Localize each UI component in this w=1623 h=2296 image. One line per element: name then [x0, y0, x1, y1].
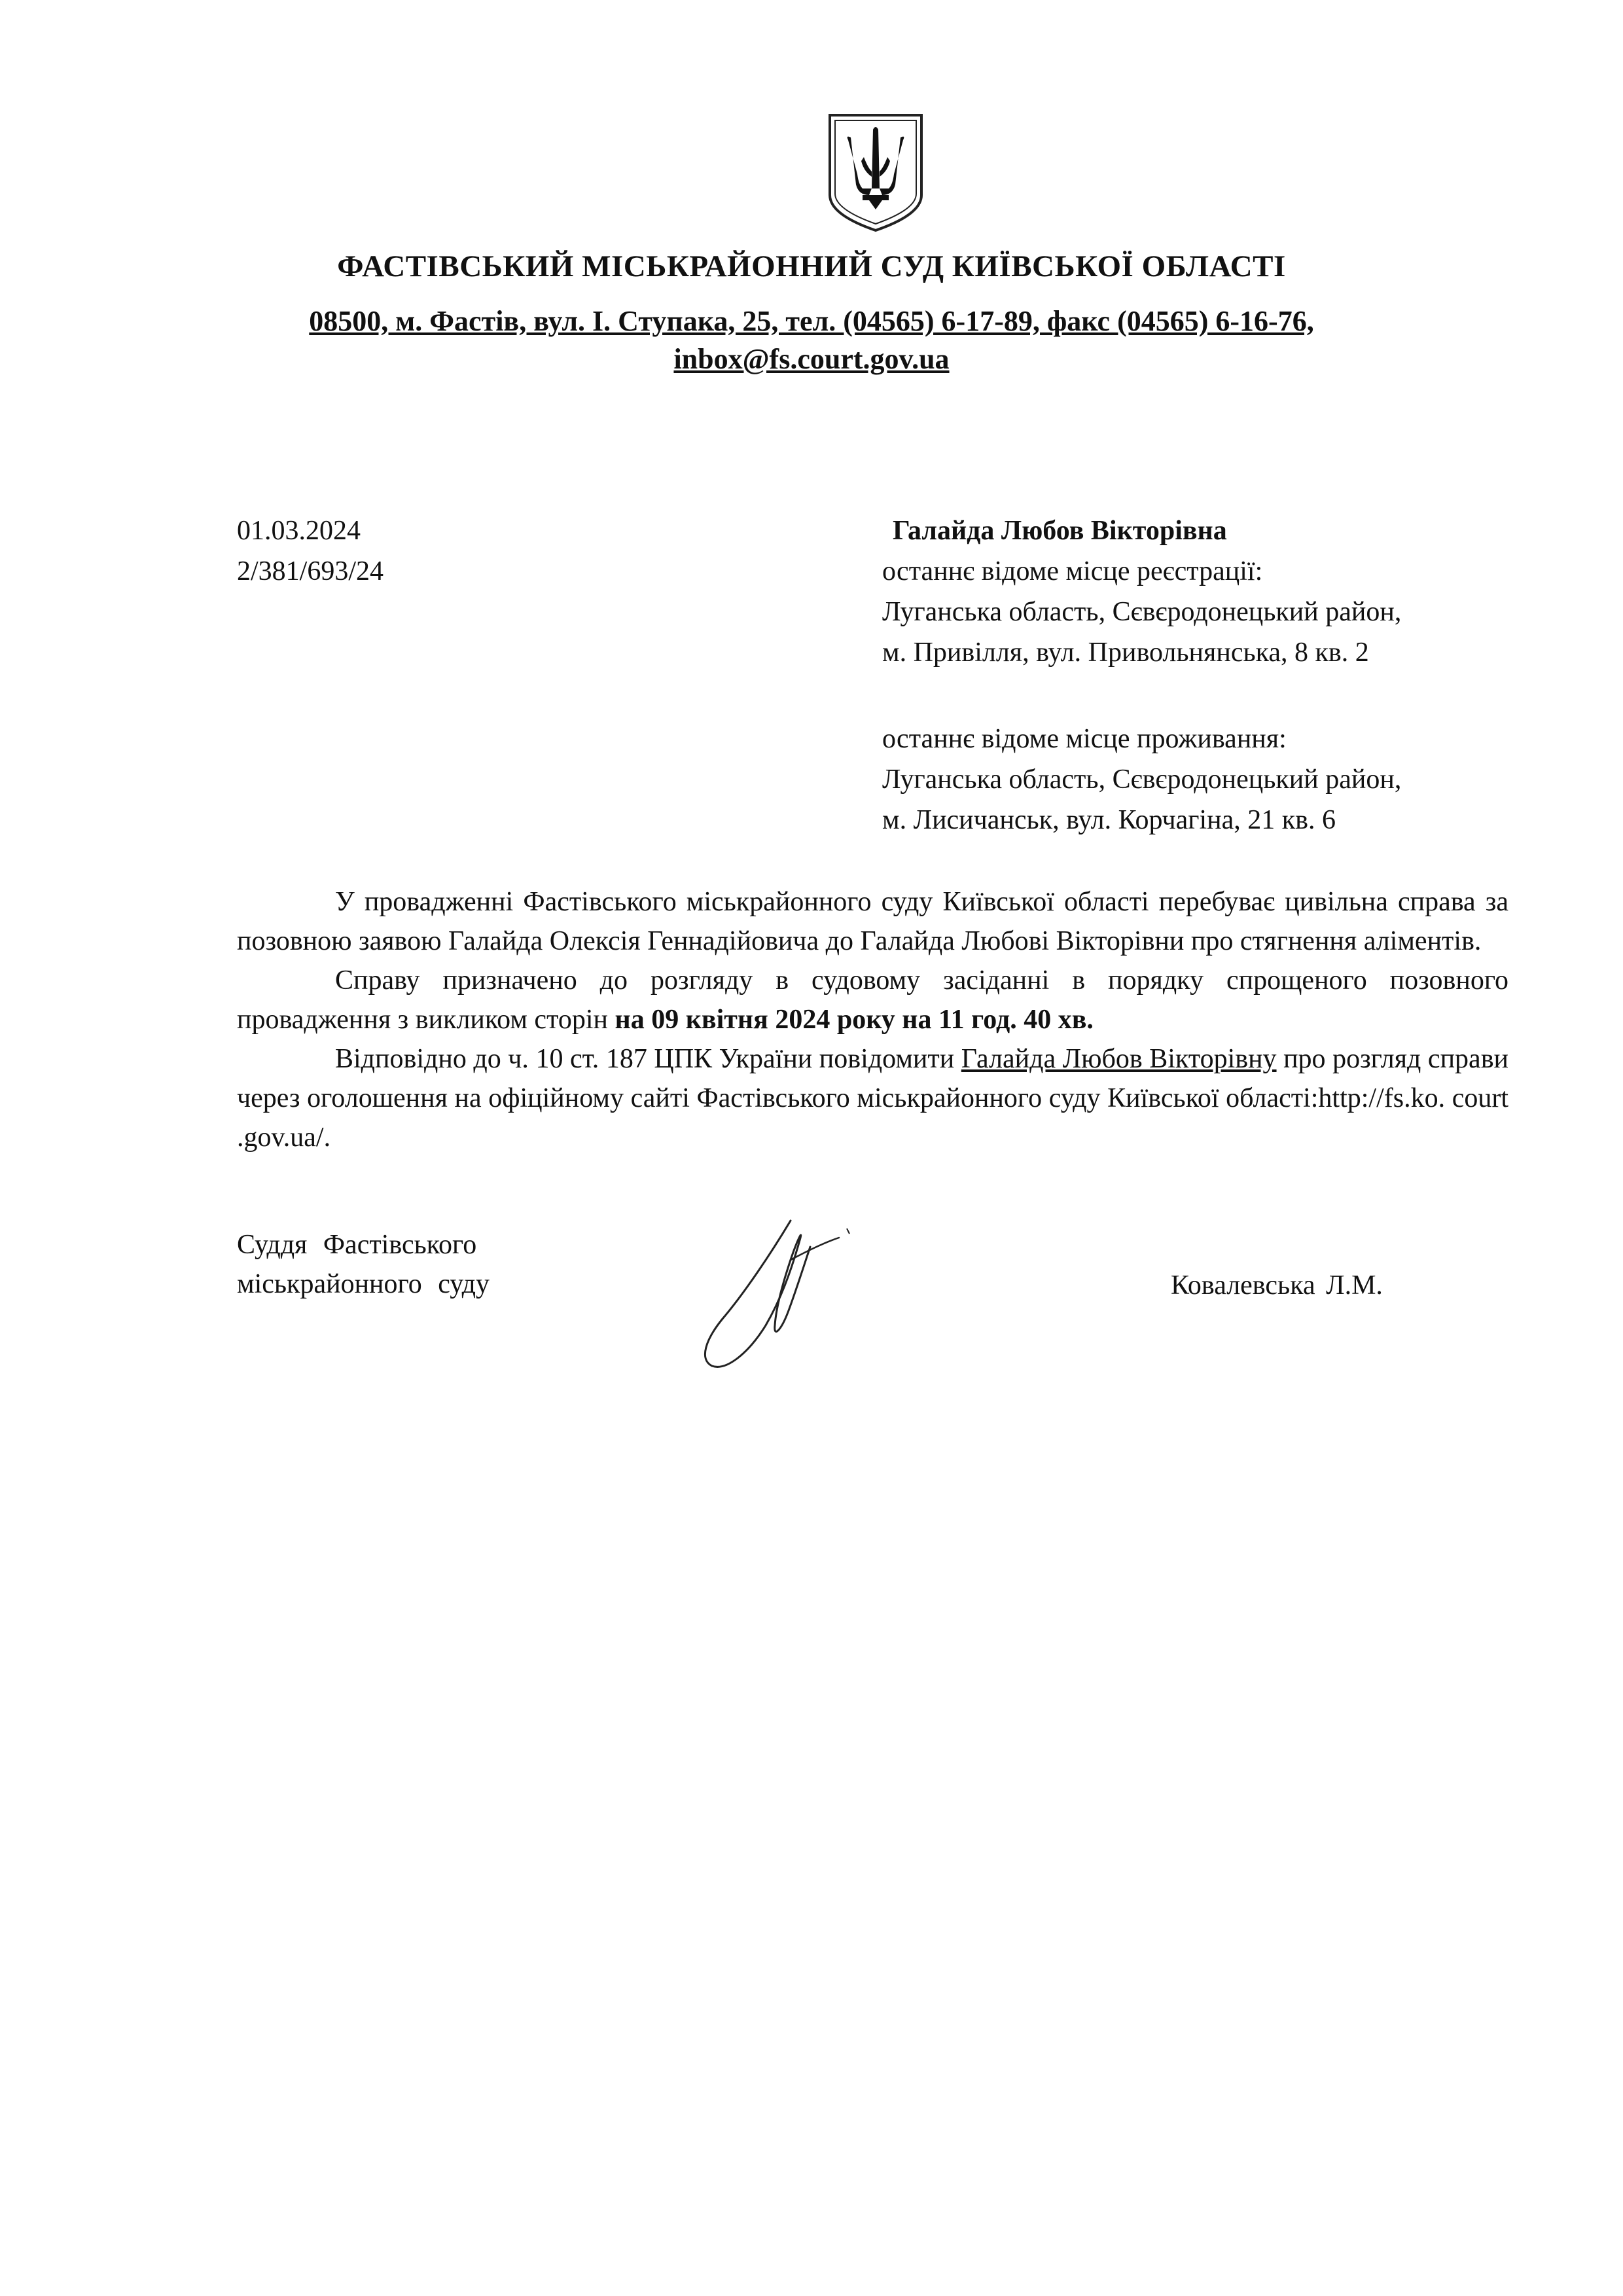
- ukraine-trident-icon: [826, 111, 925, 233]
- document-date: 01.03.2024: [237, 516, 361, 546]
- residence-label: останнє відоме місце проживання:: [882, 724, 1287, 754]
- judge-name: Ковалевська Л.М.: [1171, 1270, 1383, 1300]
- paragraph-case-info: У провадженні Фастівського міськрайонного суду Київської області перебуває цивільна справа за позовною заявою Галайда Олексія Геннадійовича до Галайда Любові Вікторівни про стягнення аліментів.: [237, 887, 1508, 956]
- registration-address-line2: м. Привілля, вул. Привольнянська, 8 кв. 2: [882, 637, 1369, 668]
- hearing-datetime: на 09 квітня 2024 року на 11 год. 40 хв.: [615, 1005, 1094, 1035]
- notification-text-end: про розгляд справи через оголошення на офіційному сайті Фастівського міськрайонного суду Київської області:http://fs.ko. court .gov.ua/.: [237, 1044, 1509, 1153]
- registration-label: останнє відоме місце реєстрації:: [882, 556, 1263, 586]
- judge-title-line1: Суддя Фастівського: [237, 1230, 477, 1260]
- judge-title: [237, 1225, 490, 1304]
- registration-address-line1: Луганська область, Сєвєродонецький район,: [882, 597, 1402, 627]
- document-meta: [237, 511, 383, 592]
- paragraph-notification: [237, 1039, 1508, 1157]
- address-line: 08500, м. Фастів, вул. І. Ступака, 25, тел. (04565) 6-17-89, факс (04565) 6-16-76,: [309, 305, 1314, 337]
- paragraph-hearing: [237, 961, 1508, 1039]
- notified-person: Галайда Любов Вікторівну: [961, 1044, 1277, 1074]
- handwritten-signature: [692, 1214, 863, 1371]
- notice-body: [237, 882, 1508, 1157]
- case-number: 2/381/693/24: [237, 556, 384, 586]
- court-name: ФАСТІВСЬКИЙ МІСЬКРАЙОННИЙ СУД КИЇВСЬКОЇ ОБЛАСТІ: [337, 249, 1286, 283]
- notification-text-start: Відповідно до ч. 10 ст. 187 ЦПК України повідомити: [335, 1044, 961, 1074]
- email-line: inbox@fs.court.gov.ua: [673, 343, 950, 375]
- judge-title-line2: міськрайонного суду: [237, 1269, 490, 1299]
- recipient-block: [882, 511, 1401, 840]
- recipient-name: Галайда Любов Вікторівна: [893, 516, 1227, 546]
- residence-address-line1: Луганська область, Сєвєродонецький район,: [882, 764, 1402, 795]
- court-address: [0, 302, 1623, 378]
- hearing-text: Справу призначено до розгляду в судовому засіданні в порядку спрощеного позовного провадження з викликом сторін: [237, 965, 1508, 1035]
- residence-address-line2: м. Лисичанськ, вул. Корчагіна, 21 кв. 6: [882, 805, 1336, 835]
